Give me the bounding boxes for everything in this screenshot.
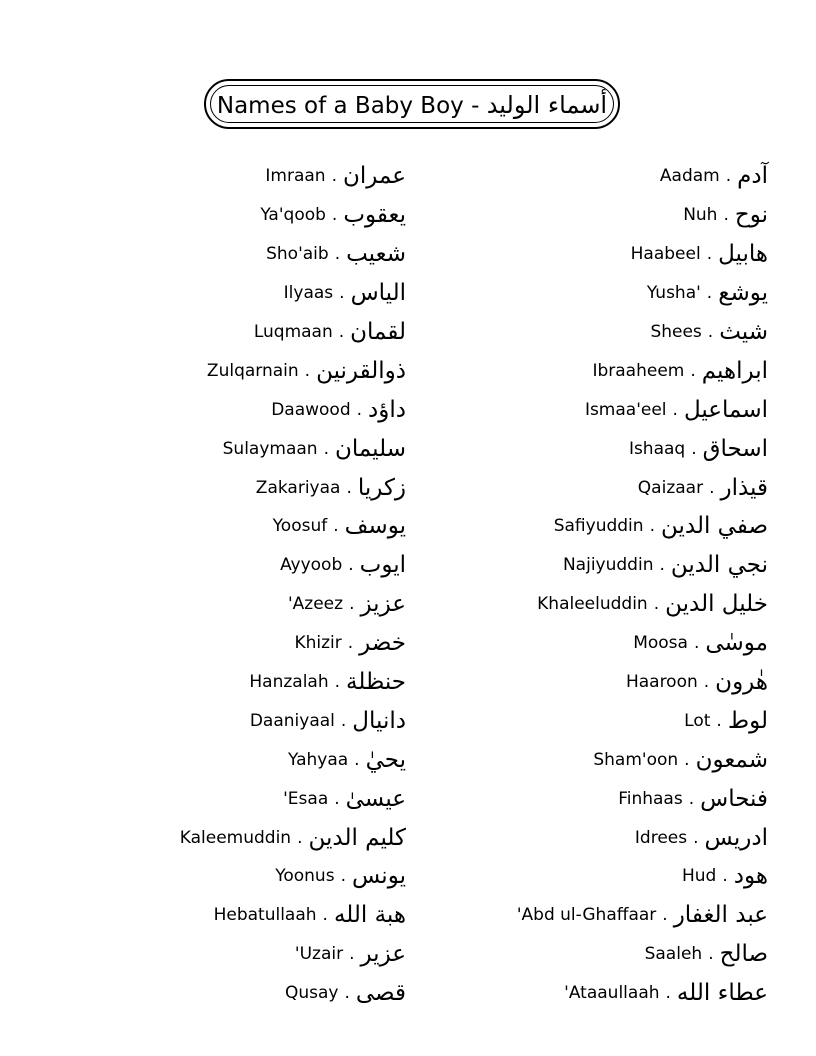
- name-separator: .: [349, 944, 355, 965]
- name-entry: [180, 235, 406, 274]
- name-latin: Ilyaas: [283, 283, 334, 304]
- name-separator: .: [297, 827, 303, 848]
- name-separator: .: [323, 438, 329, 459]
- name-separator: .: [322, 905, 328, 926]
- name-arabic: عزير: [360, 941, 406, 968]
- name-latin: Sho'aib: [266, 244, 329, 265]
- name-latin: Yahyaa: [288, 749, 349, 770]
- name-separator: .: [348, 555, 354, 576]
- name-entry: [180, 429, 406, 468]
- name-separator: .: [333, 516, 339, 537]
- name-arabic: صفي الدين: [660, 513, 768, 540]
- name-arabic: ذوالقرنين: [316, 357, 406, 384]
- names-column-left: [180, 157, 406, 1013]
- title-frame: [204, 79, 620, 129]
- name-arabic: فنحاس: [700, 785, 768, 812]
- name-entry: [517, 740, 768, 779]
- name-entry: [517, 351, 768, 390]
- name-arabic: يعقوب: [343, 202, 406, 229]
- name-arabic: داؤد: [368, 396, 406, 423]
- name-arabic: هبة الله: [333, 902, 406, 929]
- name-entry: [180, 546, 406, 585]
- name-latin: Safiyuddin: [553, 516, 644, 537]
- name-separator: .: [706, 283, 713, 304]
- name-separator: .: [340, 710, 347, 731]
- name-latin: Luqmaan: [253, 322, 333, 342]
- name-latin: 'Esaa: [283, 788, 329, 809]
- name-latin: Shees: [650, 322, 702, 342]
- name-entry: [180, 390, 406, 429]
- name-latin: 'Uzair: [294, 944, 344, 965]
- name-entry: [517, 313, 768, 352]
- name-separator: .: [347, 633, 354, 654]
- name-arabic: خليل الدين: [665, 591, 768, 618]
- name-separator: .: [659, 555, 665, 576]
- name-latin: Najiyuddin: [562, 555, 654, 576]
- name-latin: Nuh: [683, 205, 718, 226]
- name-latin: Yoonus: [275, 866, 335, 887]
- name-entry: [180, 818, 406, 857]
- name-arabic: هٰرون: [715, 669, 768, 696]
- name-arabic: يوشع: [718, 280, 768, 307]
- name-arabic: حنظلة: [346, 669, 406, 696]
- name-latin: Zakariyaa: [255, 477, 341, 498]
- name-separator: .: [722, 866, 728, 887]
- name-latin: Haabeel: [630, 244, 701, 265]
- name-entry: [517, 390, 768, 429]
- name-entry: [180, 313, 406, 352]
- name-arabic: يوسف: [344, 513, 406, 540]
- title-separator: -: [463, 93, 487, 119]
- name-latin: Haaroon: [625, 672, 698, 693]
- name-arabic: يونس: [351, 863, 406, 890]
- name-entry: [517, 818, 768, 857]
- name-latin: Daaniyaal: [249, 710, 335, 731]
- name-arabic: زكريا: [357, 474, 406, 501]
- name-entry: [517, 468, 768, 507]
- name-entry: [180, 351, 406, 390]
- name-latin: 'Ataaullaah: [564, 983, 660, 1004]
- name-latin: Qusay: [284, 983, 339, 1004]
- name-arabic: ايوب: [359, 552, 406, 579]
- name-entry: [517, 624, 768, 663]
- name-arabic: قصى: [355, 980, 406, 1007]
- name-latin: Imraan: [265, 166, 326, 187]
- name-separator: .: [346, 477, 352, 498]
- name-entry: [180, 157, 406, 196]
- name-entry: [180, 624, 406, 663]
- name-entry: [517, 546, 768, 585]
- name-entry: [517, 896, 768, 935]
- name-latin: Lot: [684, 710, 711, 731]
- name-entry: [180, 701, 406, 740]
- name-arabic: دانيال: [352, 707, 406, 734]
- name-arabic: الياس: [350, 280, 406, 307]
- name-entry: [517, 196, 768, 235]
- name-latin: Hanzalah: [249, 672, 329, 693]
- name-latin: Finhaas: [618, 788, 683, 809]
- name-entry: [180, 779, 406, 818]
- name-separator: .: [693, 633, 700, 654]
- name-arabic: اسماعيل: [683, 396, 768, 423]
- name-arabic: آدم: [737, 163, 768, 190]
- name-entry: [180, 507, 406, 546]
- name-arabic: ادريس: [704, 824, 768, 851]
- name-separator: .: [708, 944, 714, 965]
- name-separator: .: [723, 205, 729, 226]
- name-entry: [517, 663, 768, 702]
- name-separator: .: [691, 438, 697, 459]
- name-latin: Khaleeluddin: [537, 594, 648, 615]
- name-latin: Ayyoob: [280, 555, 343, 576]
- name-latin: Idrees: [634, 827, 688, 848]
- name-arabic: يحيٰ: [365, 746, 406, 773]
- name-latin: Sulaymaan: [222, 438, 318, 459]
- name-separator: .: [334, 672, 341, 693]
- name-entry: [180, 274, 406, 313]
- name-entry: [517, 157, 768, 196]
- name-entry: [517, 974, 768, 1013]
- name-separator: .: [707, 322, 714, 342]
- name-latin: Moosa: [633, 633, 688, 654]
- name-arabic: لوط: [727, 707, 768, 734]
- name-separator: .: [653, 594, 660, 615]
- name-entry: [517, 507, 768, 546]
- name-separator: .: [334, 788, 340, 809]
- name-arabic: عطاء الله: [676, 980, 768, 1007]
- name-arabic: شمعون: [695, 746, 768, 773]
- name-arabic: شعيب: [346, 241, 406, 268]
- name-entry: [517, 701, 768, 740]
- name-entry: [517, 935, 768, 974]
- name-separator: .: [334, 244, 341, 265]
- name-arabic: عبد الغفار: [673, 902, 768, 929]
- name-separator: .: [338, 322, 345, 342]
- name-separator: .: [349, 594, 355, 615]
- name-latin: Ya'qoob: [260, 205, 326, 226]
- name-latin: Hud: [681, 866, 717, 887]
- name-separator: .: [672, 399, 678, 420]
- name-arabic: شيث: [719, 319, 768, 345]
- name-latin: 'Azeez: [288, 594, 344, 615]
- name-arabic: سليمان: [334, 435, 406, 462]
- name-latin: Ismaa'eel: [584, 399, 667, 420]
- name-separator: .: [340, 866, 346, 887]
- name-entry: [180, 740, 406, 779]
- name-arabic: اسحاق: [702, 435, 768, 462]
- name-latin: Ibraaheem: [592, 360, 685, 381]
- title-arabic: أسماء الوليد: [486, 91, 608, 119]
- name-entry: [517, 235, 768, 274]
- name-separator: .: [703, 672, 710, 693]
- name-separator: .: [304, 360, 311, 381]
- name-separator: .: [665, 983, 671, 1004]
- name-arabic: هابيل: [718, 241, 768, 268]
- name-separator: .: [688, 788, 695, 809]
- name-entry: [517, 779, 768, 818]
- name-entry: [517, 274, 768, 313]
- name-separator: .: [331, 205, 338, 226]
- name-latin: Kaleemuddin: [179, 827, 292, 848]
- name-arabic: كليم الدين: [308, 824, 406, 851]
- name-entry: [517, 585, 768, 624]
- name-separator: .: [344, 983, 350, 1004]
- name-latin: Daawood: [271, 399, 351, 420]
- name-latin: Yoosuf: [272, 516, 328, 537]
- name-separator: .: [339, 283, 345, 304]
- name-latin: Saaleh: [644, 944, 703, 965]
- name-entry: [180, 585, 406, 624]
- name-latin: Aadam: [659, 166, 720, 187]
- name-entry: [180, 857, 406, 896]
- name-separator: .: [709, 477, 715, 498]
- name-arabic: موسٰى: [705, 630, 768, 657]
- name-entry: [180, 896, 406, 935]
- name-entry: [517, 857, 768, 896]
- name-arabic: خضر: [359, 630, 406, 657]
- name-latin: Yusha': [646, 283, 701, 304]
- title-english: Names of a Baby Boy: [216, 93, 464, 119]
- name-separator: .: [356, 399, 363, 420]
- page-title: [206, 91, 618, 120]
- name-separator: .: [725, 166, 732, 187]
- name-arabic: نوح: [734, 202, 768, 229]
- name-entry: [180, 974, 406, 1013]
- names-column-right: [517, 157, 768, 1013]
- name-arabic: عمران: [343, 163, 406, 190]
- name-entry: [180, 468, 406, 507]
- name-arabic: عزيز: [360, 591, 406, 618]
- name-latin: Hebatullaah: [213, 905, 317, 926]
- name-arabic: هود: [733, 863, 768, 890]
- name-latin: Qaizaar: [637, 477, 704, 498]
- name-separator: .: [716, 710, 722, 731]
- name-arabic: صالح: [719, 941, 768, 968]
- name-separator: .: [662, 905, 668, 926]
- name-entry: [180, 935, 406, 974]
- name-separator: .: [693, 827, 699, 848]
- name-separator: .: [684, 749, 690, 770]
- name-separator: .: [354, 749, 360, 770]
- name-entry: [180, 196, 406, 235]
- name-latin: Ishaaq: [628, 438, 686, 459]
- name-entry: [517, 429, 768, 468]
- name-latin: Sham'oon: [593, 749, 679, 770]
- name-separator: .: [706, 244, 713, 265]
- name-latin: Zulqarnain: [206, 360, 299, 381]
- name-arabic: لقمان: [350, 319, 406, 345]
- name-arabic: ابراهيم: [701, 357, 768, 384]
- name-latin: Khizir: [294, 633, 342, 654]
- name-arabic: عيسىٰ: [345, 785, 406, 812]
- name-separator: .: [331, 166, 337, 187]
- name-entry: [180, 663, 406, 702]
- name-arabic: نجي الدين: [670, 552, 768, 579]
- name-separator: .: [690, 360, 696, 381]
- name-separator: .: [649, 516, 655, 537]
- name-arabic: قيذار: [720, 474, 768, 501]
- name-latin: 'Abd ul-Ghaffaar: [516, 905, 657, 926]
